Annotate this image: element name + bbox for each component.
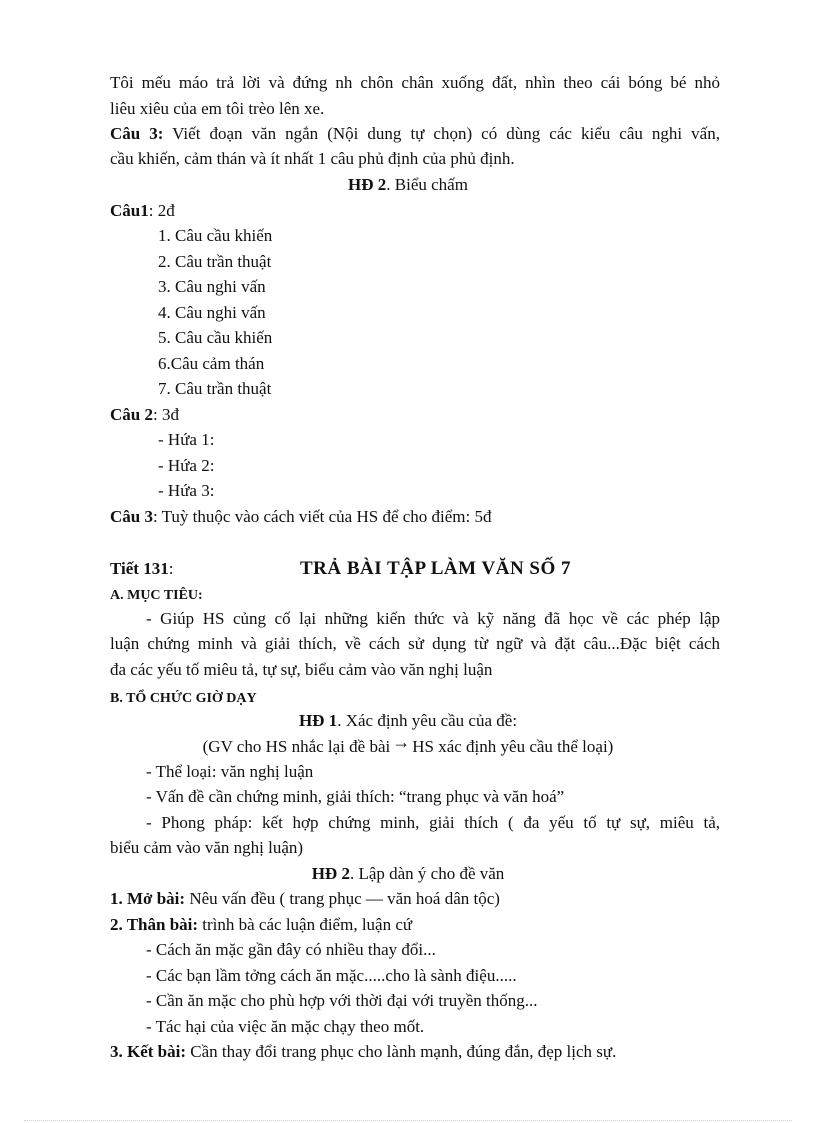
list-item: 6.Câu cảm thán (158, 354, 265, 373)
cau2-label: Câu 2 (110, 405, 153, 424)
kb-text: Cần thay đổi trang phục cho lành mạnh, đúng đắn, đẹp lịch sự. (186, 1042, 617, 1061)
paragraph-line: đa các yếu tố miêu tả, tự sự, biểu cảm vào văn nghị luận (110, 660, 493, 679)
hd1-label: HĐ 1 (298, 711, 338, 730)
list-item: - Tác hại của việc ăn mặc chạy theo mốt. (146, 1017, 425, 1036)
list-item: 2. Câu trần thuật (158, 252, 272, 271)
hd2b-label: HĐ 2 (311, 864, 350, 883)
gv-before: (GV cho HS nhắc lại đề bài (202, 737, 391, 756)
list-item: - Vấn đề cần chứng minh, giải thích: “trang phục và văn hoá” (146, 787, 565, 806)
cau3-question-line-2: cầu khiến, cảm thán và ít nhất 1 câu phủ định của phủ định. (110, 149, 515, 168)
cau1-heading (110, 200, 175, 222)
cau3b-label: Câu 3 (110, 507, 153, 526)
page-bottom-divider (24, 1120, 792, 1121)
list-item: 3. Câu nghi vấn (158, 277, 266, 296)
pp-line1-text: - Phong pháp: kết hợp chứng minh, giải thích ( đa yếu tố tự sự, miêu tả, (146, 813, 720, 832)
list-item: 4. Câu nghi vấn (158, 303, 266, 322)
cau1-points: : 2đ (148, 201, 175, 220)
section-a-heading: A. MỤC TIÊU: (110, 588, 203, 603)
mb-label: 1. Mở bài: (110, 889, 186, 908)
outline-ket-bai (110, 1041, 616, 1063)
gv-instruction (0, 732, 816, 758)
cau3b-text: : Tuỳ thuộc vào cách viết của HS để cho điểm: 5đ (152, 507, 492, 526)
list-item: - Cách ăn mặc gần đây có nhiều thay đổi... (146, 940, 436, 959)
hd2b-text: . Lập dàn ý cho đề văn (349, 864, 505, 883)
list-item: - Hứa 1: (158, 430, 215, 449)
list-item: - Hứa 3: (158, 481, 215, 500)
cau3-scoring (110, 506, 492, 528)
hd1-text: . Xác định yêu cầu của đề: (337, 711, 518, 730)
arrow-right-icon: → (392, 732, 411, 752)
tb-text: trình bà các luận điểm, luận cứ (198, 915, 413, 934)
mb-text: Nêu vấn đều ( trang phục — văn hoá dân tộc) (185, 889, 500, 908)
cau3-text: Viết đoạn văn ngắn (Nội dung tự chọn) có dùng các kiểu câu nghi vấn, (163, 124, 720, 143)
list-item: 1. Câu cầu khiến (158, 226, 273, 245)
lesson-title: TRẢ BÀI TẬP LÀM VĂN SỐ 7 (300, 558, 572, 579)
a-line1-text: - Giúp HS củng cố lại những kiến thức và kỹ năng đã học về các phép lập (146, 609, 720, 628)
section-heading-hd2 (0, 174, 816, 196)
kb-label: 3. Kết bài: (110, 1042, 187, 1061)
list-item: - Các bạn lầm tởng cách ăn mặc.....cho là sành điệu..... (146, 966, 517, 985)
list-item: - Cần ăn mặc cho phù hợp với thời đại với truyền thống... (146, 991, 538, 1010)
hd2-text: . Biểu chấm (386, 175, 468, 194)
cau2-heading (110, 404, 179, 426)
section-heading-hd2b (0, 863, 816, 885)
list-item: - Hứa 2: (158, 456, 215, 475)
paragraph-line: liêu xiêu của em tôi trèo lên xe. (110, 99, 325, 118)
outline-than-bai (110, 914, 412, 936)
tiet-colon: : (168, 559, 174, 578)
hd2-label: HĐ 2 (348, 175, 387, 194)
cau3-label: Câu 3: (110, 124, 164, 143)
cau1-label: Câu1 (110, 201, 149, 220)
section-heading-hd1 (0, 710, 816, 732)
gv-after: HS xác định yêu cầu thể loại) (412, 737, 614, 756)
tb-label: 2. Thân bài: (110, 915, 199, 934)
paragraph-line (110, 608, 720, 630)
list-item: 7. Câu trần thuật (158, 379, 272, 398)
paragraph-line: biểu cảm vào văn nghị luận) (110, 838, 304, 857)
cau2-points: : 3đ (152, 405, 179, 424)
list-item: - Thể loại: văn nghị luận (146, 762, 314, 781)
list-item: 5. Câu cầu khiến (158, 328, 273, 347)
outline-mo-bai (110, 888, 500, 910)
lesson-number (110, 558, 173, 580)
section-b-heading: B. TỔ CHỨC GIỜ DẠY (110, 691, 257, 706)
paragraph-line: luận chứng minh và giải thích, về cách sử dụng từ ngữ và đặt câu...Đặc biệt cách (110, 634, 720, 653)
paragraph-line (110, 812, 720, 834)
tiet-label: Tiết 131 (110, 559, 169, 578)
cau3-question-line (110, 123, 720, 145)
paragraph-line: Tôi mếu máo trả lời và đứng nh chôn chân xuống đất, nhìn theo cái bóng bé nhỏ (110, 73, 720, 92)
